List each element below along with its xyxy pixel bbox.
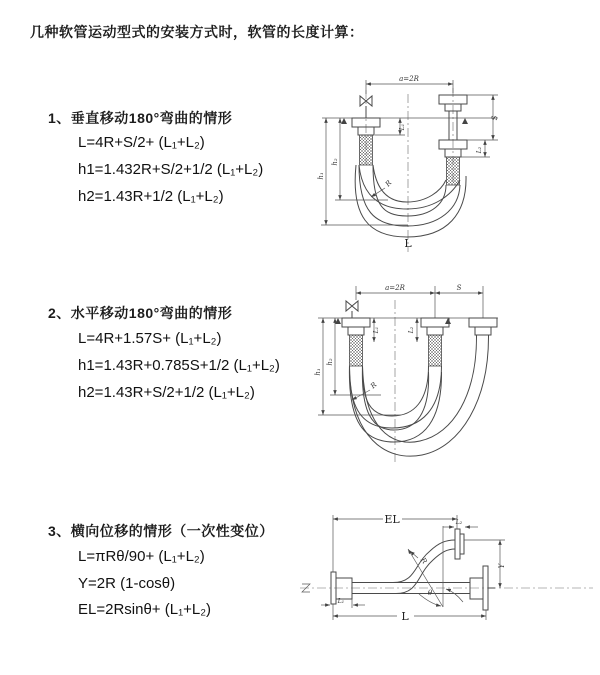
dim-label-l1: L₁ xyxy=(399,123,406,131)
section-3-heading: 3、横向位移的情形（一次性变位） xyxy=(48,523,274,539)
left-braided-hose xyxy=(360,135,373,165)
dim-label-a2r: a=2R xyxy=(385,284,405,292)
left-braided-hose xyxy=(350,335,363,366)
dim-label-l2: L₂ xyxy=(455,519,463,526)
dim-label-a2r: a=2R xyxy=(399,75,419,83)
dim-label-h1: h₁ xyxy=(314,368,322,376)
angle-label: θ xyxy=(427,589,433,597)
section-2-formula-h2: h2=1.43R+S/2+1/2 (L₁+L₂) xyxy=(78,384,255,401)
dim-label-l: L xyxy=(401,610,409,623)
valve-icon xyxy=(360,96,372,118)
section-2-formula-h1: h1=1.43R+0.785S+1/2 (L₁+L₂) xyxy=(78,357,280,374)
diagram-lateral-displacement xyxy=(297,494,597,662)
dim-label-y: Y xyxy=(498,563,506,569)
left-flange xyxy=(342,318,370,335)
section-1-formula-h2: h2=1.43R+1/2 (L₁+L₂) xyxy=(78,188,224,205)
section-3-formula-EL: EL=2Rsinθ+ (L₁+L₂) xyxy=(78,601,212,618)
section-3-formula-L: L=πRθ/90+ (L₁+L₂) xyxy=(78,548,205,565)
dim-label-el: EL xyxy=(384,513,400,526)
length-label: L xyxy=(404,237,412,250)
middle-braided-hose xyxy=(429,335,442,366)
section-1-heading: 1、垂直移动180°弯曲的情形 xyxy=(48,110,233,126)
dim-label-h1: h₁ xyxy=(317,172,325,180)
diagram-vertical-180-bend xyxy=(308,64,600,262)
dim-label-l2: L₂ xyxy=(408,326,415,334)
dim-label-s: S xyxy=(456,284,462,292)
valve-icon xyxy=(346,301,358,318)
radius-label: R xyxy=(383,178,394,189)
section-1-formula-h1: h1=1.432R+S/2+1/2 (L₁+L₂) xyxy=(78,161,264,178)
middle-flange xyxy=(421,318,449,335)
section-1-formula-L: L=4R+S/2+ (L₁+L₂) xyxy=(78,134,205,151)
page-title: 几种软管运动型式的安装方式时，软管的长度计算： xyxy=(30,24,364,40)
dim-label-l2: L₂ xyxy=(476,146,483,154)
dim-label-s: S xyxy=(491,115,499,121)
section-3-formula-Y: Y=2R (1-cosθ) xyxy=(78,575,176,592)
right-flange-moved xyxy=(469,318,497,335)
section-2-heading: 2、水平移动180°弯曲的情形 xyxy=(48,305,233,321)
dim-label-h2: h₂ xyxy=(326,358,334,366)
displaced-hose xyxy=(352,540,455,594)
right-braided-hose xyxy=(447,157,460,185)
radius-label: R xyxy=(418,556,429,566)
upper-flange-displaced xyxy=(455,529,464,559)
dim-label-l1: L₁ xyxy=(373,326,380,334)
dim-label-l1: L₁ xyxy=(337,598,345,605)
dim-label-h2: h₂ xyxy=(331,158,339,166)
radius-label: R xyxy=(369,380,379,391)
diagram-horizontal-180-bend xyxy=(306,280,600,472)
section-2-formula-L: L=4R+1.57S+ (L₁+L₂) xyxy=(78,330,222,347)
u-bend-hoses xyxy=(349,335,488,456)
